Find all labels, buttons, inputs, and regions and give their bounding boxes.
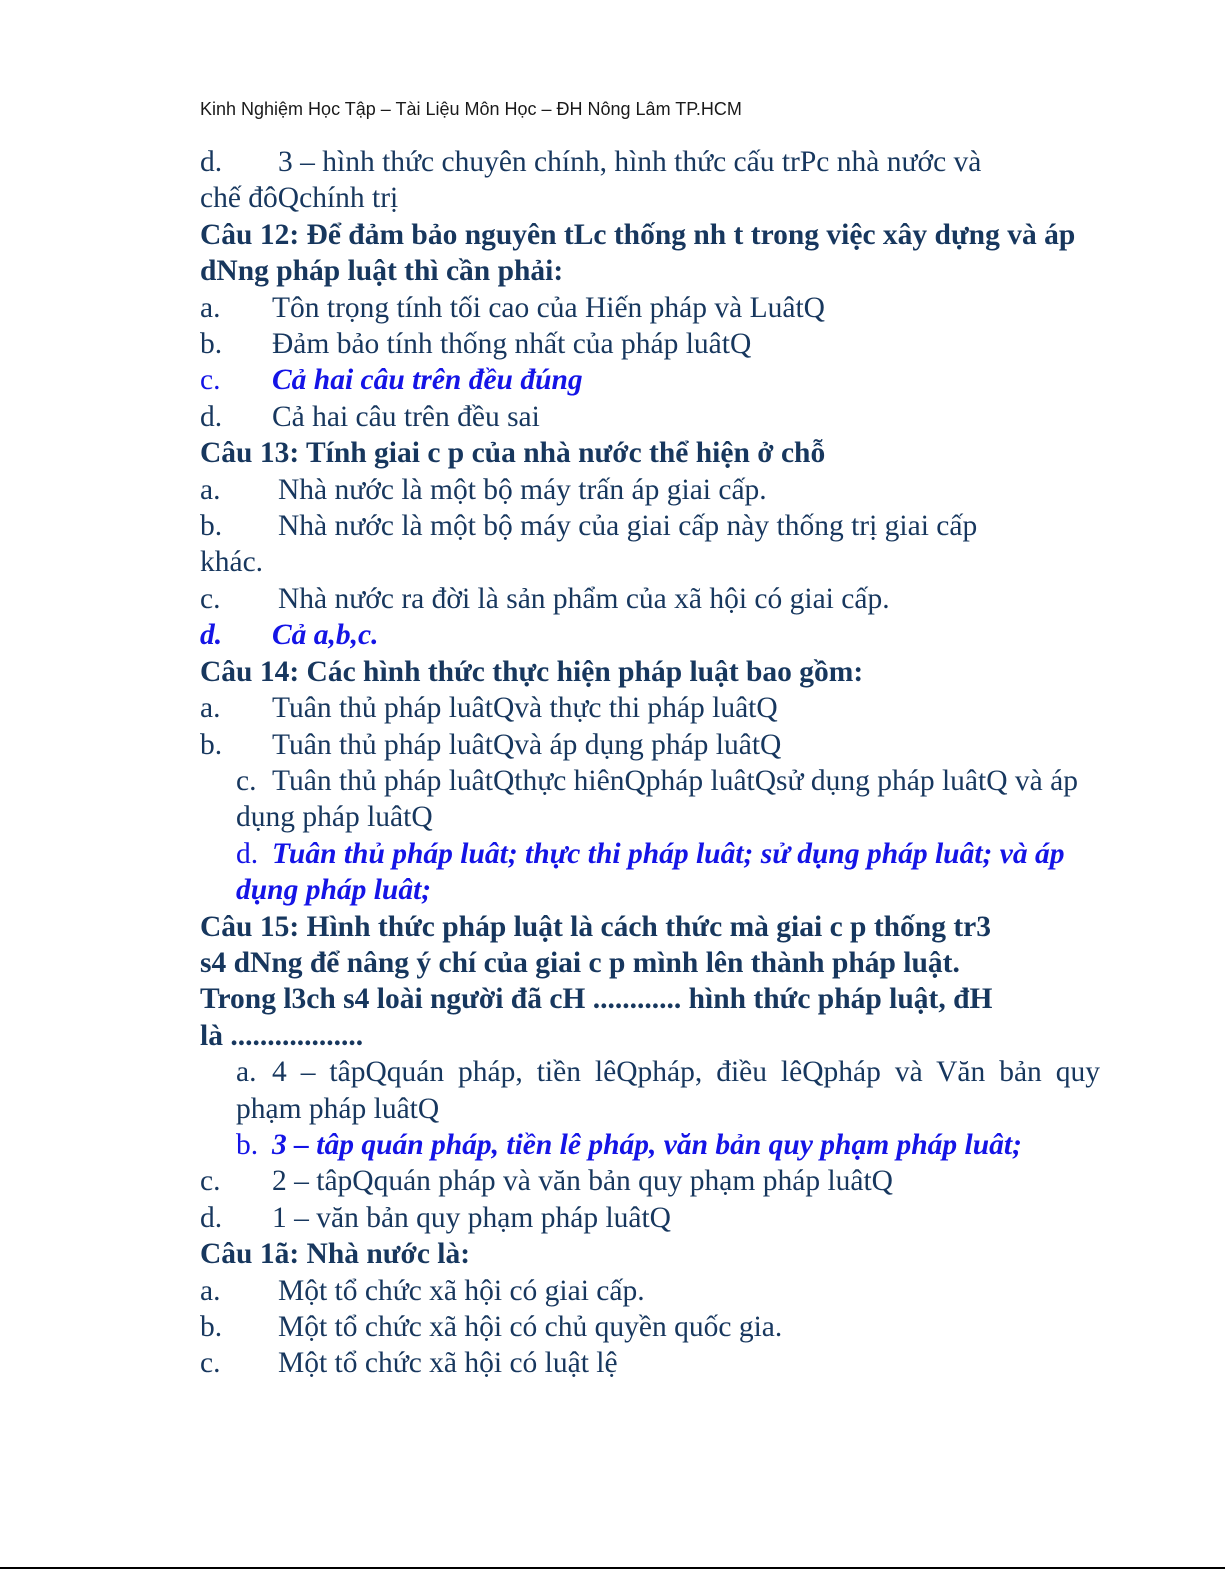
q13-option-c [200,581,1100,617]
option-text: Cả a,b,c. [272,619,379,652]
option-label: b. [200,728,223,761]
option-label: d. [236,837,259,870]
q13-option-b [200,508,1100,544]
option-text: Nhà nước ra đời là sản phẩm của xã hội có giai cấp. [278,582,890,615]
option-label: b. [200,1311,223,1343]
option-text: Tuân thủ pháp luâtQvà thực thi pháp luâtQ [272,692,778,725]
option-label: a. [200,291,221,324]
option-label: b. [236,1128,259,1161]
option-text: Cả hai câu trên đều đúng [272,364,583,397]
question-12-title: Câu 12: Để đảm bảo nguyên tLc thống nh t trong việc xây dựng và áp dNng pháp luật thì cần phải: [200,218,1076,288]
q16-option-b [200,1309,1100,1345]
option-text: Nhà nước là một bộ máy trấn áp giai cấp. [278,473,767,506]
q12-option-a [200,290,1100,326]
option-text: Tuân thủ pháp luât; thực thi pháp luât; sử dụng pháp luât; và áp dụng pháp luât; [236,837,1065,907]
page-bottom-rule [0,1567,1225,1569]
q14-option-c [200,763,1100,836]
option-text: Tôn trọng tính tối cao của Hiến pháp và LuâtQ [272,291,825,324]
option-text: 2 – tâpQquán pháp và văn bản quy phạm pháp luâtQ [272,1165,893,1198]
option-label: c. [200,1165,221,1198]
q16-option-a [200,1273,1100,1309]
question-15-title: Câu 15: Hình thức pháp luật là cách thức mà giai c p thống tr3 s4 dNng để nâng ý chí của giai c p mình lên thành pháp luật. Trong l3ch s4 loài người đã cH ............ hình thức pháp luật, đH là .................. [200,910,993,1052]
option-label: b. [200,510,223,543]
q13-option-a [200,472,1100,508]
q14-option-a [200,690,1100,726]
option-label: a. [200,692,221,725]
question-14-title: Câu 14: Các hình thức thực hiện pháp luật bao gồm: [200,655,864,688]
q13-option-d-correct [200,617,1100,653]
option-label: d. [200,1201,223,1234]
option-label: c. [200,582,221,615]
q11-option-d [200,144,1100,180]
option-label: a. [236,1056,257,1089]
q12-option-b [200,326,1100,362]
option-text: 3 – tâp quán pháp, tiền lê pháp, văn bản quy phạm pháp luât; [272,1128,1022,1161]
option-text: Nhà nước là một bộ máy của giai cấp này thống trị giai cấp [278,510,978,543]
option-text: Tuân thủ pháp luâtQthực hiênQpháp luâtQsử dụng pháp luâtQ và áp dụng pháp luâtQ [236,764,1078,834]
q11-option-d-continued: chế đôQchính trị [200,182,399,215]
option-text: Một tổ chức xã hội có luật lệ [278,1347,618,1380]
page-header: Kinh Nghiệm Học Tập – Tài Liệu Môn Học – ĐH Nông Lâm TP.HCM [200,99,742,119]
option-text: Một tổ chức xã hội có giai cấp. [278,1274,645,1307]
option-label: b. [200,328,223,361]
q16-option-c [200,1345,1100,1381]
option-text: 1 – văn bản quy phạm pháp luâtQ [272,1201,671,1234]
option-label: c. [200,1347,221,1380]
option-label: d. [200,619,223,652]
option-label: a. [200,473,221,506]
option-text: 4 – tâpQquán pháp, tiền lêQpháp, điều lêQpháp và Văn bản quy phạm pháp luâtQ [236,1056,1100,1125]
q14-option-d-correct [200,836,1100,909]
q15-option-a [200,1054,1100,1127]
q14-option-b [200,727,1100,763]
question-13-title: Câu 13: Tính giai c p của nhà nước thể hiện ở chỗ [200,437,826,470]
option-text: Tuân thủ pháp luâtQvà áp dụng pháp luâtQ [272,728,782,761]
option-label: a. [200,1274,221,1307]
q15-option-b-correct [200,1127,1046,1163]
option-label: d. [200,146,223,178]
option-text: Đảm bảo tính thống nhất của pháp luâtQ [272,328,752,361]
q13-option-b-continued: khác. [200,546,264,579]
option-label: c. [236,764,257,797]
q15-option-c [200,1163,1100,1199]
option-label: d. [200,400,223,433]
q12-option-d [200,399,1100,435]
document-body [200,144,1100,1382]
q15-option-d [200,1200,1100,1236]
option-label: c. [200,364,221,397]
option-text: Một tổ chức xã hội có chủ quyền quốc gia. [278,1311,783,1343]
option-text: Cả hai câu trên đều sai [272,400,540,433]
q12-option-c-correct [200,362,1100,398]
option-text: 3 – hình thức chuyên chính, hình thức cấu trPc nhà nước và [278,146,982,178]
question-16-title: Câu 1ã: Nhà nước là: [200,1238,471,1271]
